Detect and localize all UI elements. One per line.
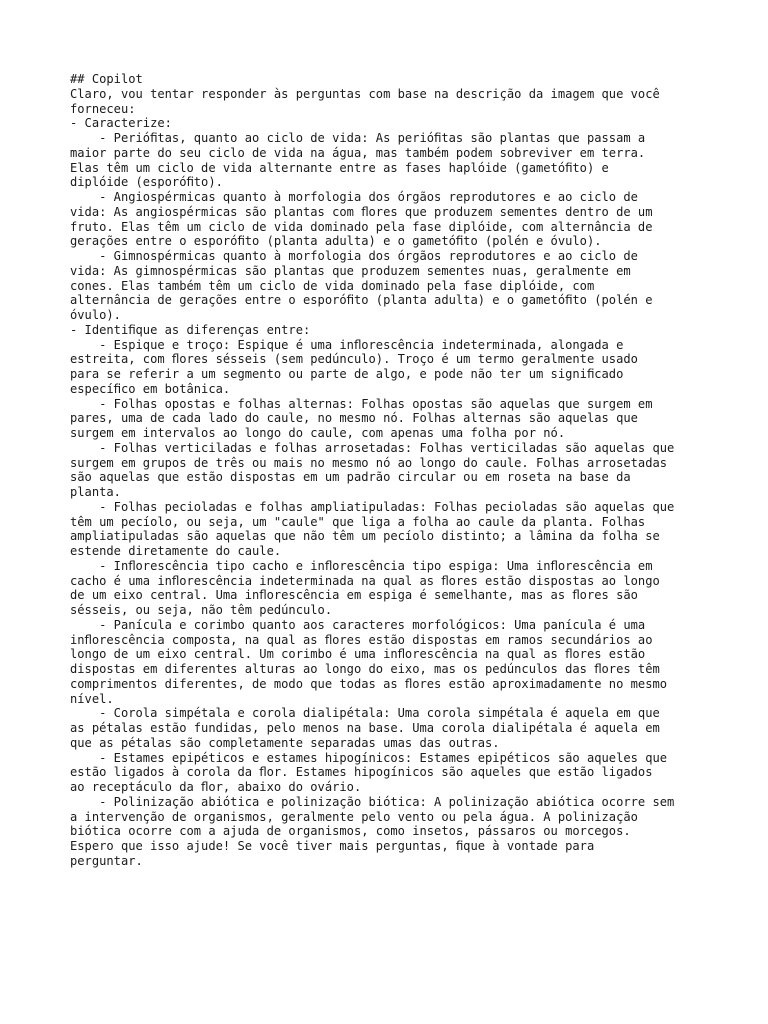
text-line: pares, uma de cada lado do caule, no mesmo nó. Folhas alternas são aquelas que [70,411,638,426]
list-item: - Gimnospérmicas quanto à morfologia dos órgãos reprodutores e ao ciclo de [70,249,638,263]
list-item: - Folhas verticiladas e folhas arrosetadas: Folhas verticiladas são aquelas que [70,440,675,455]
text-line: Espero que isso ajude! Se você tiver mais perguntas, ﬁque à vontade para [70,839,595,853]
text-line: ao receptáculo da ﬂor, abaixo do ovário. [70,780,362,794]
text-line: biótica ocorre com a ajuda de organismos, como insetos, pássaros ou morcegos. [70,824,631,839]
text-line: estende diretamente do caule. [70,544,282,558]
text-line: longo de um eixo central. Um corimbo é uma inﬂorescência na qual as ﬂores estão [70,647,646,662]
text-line: cacho é uma inﬂorescência indeterminada na qual as ﬂores estão dispostas ao longo [70,573,660,588]
list-item: - Inﬂorescência tipo cacho e inﬂorescência tipo espiga: Uma inﬂorescência em [70,558,653,573]
list-item: - Corola simpétala e corola dialipétala: Uma corola simpétala é aquela em que [70,706,660,721]
list-item: - Identiﬁque as diferenças entre: [70,322,311,337]
text-line: diplóide (esporóﬁto). [70,175,223,190]
text-line: têm um pecíolo, ou seja, um "caule" que liga a folha ao caule da planta. Folhas [70,514,646,529]
text-line: ampliatipuladas são aquelas que não têm um pecíolo distinto; a lâmina da folha se [70,529,660,544]
text-line: são aquelas que estão dispostas em um padrão circular ou em roseta na base da [70,470,631,485]
text-line: Elas têm um ciclo de vida alternante entre as fases haplóide (gametóﬁto) e [70,160,609,175]
text-line: fruto. Elas têm um ciclo de vida dominado pela fase diplóide, com alternância de [70,219,653,234]
text-line: nível. [70,691,114,706]
list-item: - Espique e troço: Espique é uma inﬂorescência indeterminada, alongada e [70,337,624,352]
list-item: - Angiospérmicas quanto à morfologia dos órgãos reprodutores e ao ciclo de [70,190,638,204]
text-line: comprimentos diferentes, de modo que todas as ﬂores estão aproximadamente no mesmo [70,676,668,691]
text-line: de um eixo central. Uma inﬂorescência em espiga é semelhante, mas as ﬂores são [70,588,638,603]
text-line: para se referir a um segmento ou parte de algo, e pode não ter um signiﬁcado [70,367,624,381]
text-line: perguntar. [70,853,143,868]
text-line: inﬂorescência composta, na qual as ﬂores estão dispostas em ramos secundários ao [70,632,653,647]
list-item: - Perióﬁtas, quanto ao ciclo de vida: As perióﬁtas são plantas que passam a [70,131,646,145]
list-item: - Estames epipéticos e estames hipogínicos: Estames epipéticos são aqueles que [70,750,668,765]
text-line: gerações entre o esporóﬁto (planta adulta) e o gametóﬁto (polén e óvulo). [70,234,602,249]
text-line: que as pétalas são completamente separadas umas das outras. [70,735,500,750]
text-line: sésseis, ou seja, não têm pedúnculo. [70,603,333,617]
text-line: especíﬁco em botânica. [70,381,231,396]
list-item: - Panícula e corimbo quanto aos caracteres morfológicos: Uma panícula é uma [70,617,646,632]
text-line: alternância de gerações entre o esporóﬁto (planta adulta) e o gametóﬁto (polén e [70,293,653,308]
text-line: maior parte do seu ciclo de vida na água, mas também podem sobreviver em terra. [70,145,646,160]
list-item: - Folhas opostas e folhas alternas: Folhas opostas são aquelas que surgem em [70,396,653,411]
text-line: estão ligados à corola da ﬂor. Estames hipogínicos são aqueles que estão ligados [70,765,653,780]
list-item: - Caracterize: [70,116,172,131]
text-line: Claro, vou tentar responder às perguntas com base na descrição da imagem que você [70,86,660,101]
text-line: forneceu: [70,101,136,116]
text-line: planta. [70,485,121,499]
text-line: óvulo). [70,308,121,322]
text-line: cones. Elas também têm um ciclo de vida dominado pela fase diplóide, com [70,278,595,293]
text-line: vida: As angiospérmicas são plantas com ﬂores que produzem sementes dentro de um [70,204,653,219]
text-line: vida: As gimnospérmicas são plantas que produzem sementes nuas, geralmente em [70,263,631,278]
text-line: a intervenção de organismos, geralmente pelo vento ou pela água. A polinização [70,809,638,824]
text-line: estreita, com ﬂores sésseis (sem pedúnculo). Troço é um termo geralmente usado [70,352,638,367]
text-line: as pétalas estão fundidas, pelo menos na base. Uma corola dialipétala é aquela em [70,721,660,735]
text-line: surgem em grupos de três ou mais no mesmo nó ao longo do caule. Folhas arrosetadas [70,455,668,470]
text-line: dispostas em diferentes alturas ao longo do eixo, mas os pedúnculos das ﬂores têm [70,662,660,676]
list-item: - Polinização abiótica e polinização biótica: A polinização abiótica ocorre sem [70,794,675,809]
document-page [70,72,710,869]
document-heading: ## Copilot [70,72,143,86]
list-item: - Folhas pecioladas e folhas ampliatipuladas: Folhas pecioladas são aquelas que [70,499,675,514]
text-line: surgem em intervalos ao longo do caule, com apenas uma folha por nó. [70,426,566,440]
